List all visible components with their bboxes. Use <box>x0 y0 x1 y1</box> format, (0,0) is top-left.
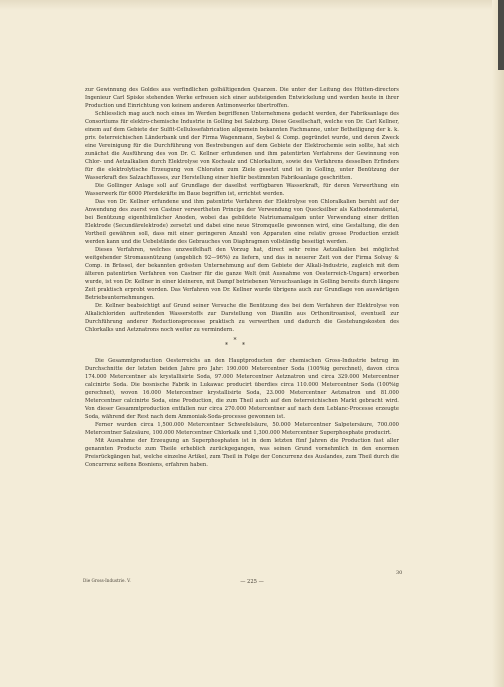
paragraph: Dr. Kellner beabsichtigt auf Grund seiner Versuche die Benützung des bei dem Verfahren der Elektrolyse von Alkalichloriden auftretenden Wasserstoffs zur Darstellung von Dianilin aus Orthonitroanisol, eventuell zur Durchführung anderer Reductionsprocesse praktisch zu verwerthen und dadurch die Gestehungskosten des Chlorkalks und Aetznatrons noch weiter zu vermindern. <box>85 303 399 333</box>
paragraph: Die Gesammtproduction Oesterreichs an den Hauptproducten der chemischen Gross-Industrie betrug im Durchschnitte der letzten beiden Jahre pro Jahr: 190.000 Metercentner Soda (100%ig gerechnet), davon circa 174.000 Metercentner als krystallisirte Soda, 97.000 Metercentner Aetznatron und circa 329.000 Metercentner calcinirte Soda. Die bosnische Fabrik in Lukawac producirt überdies circa 110.000 Metercentner Soda (100%ig gerechnet), wovon 16.000 Metercentner krystallisirte Soda, 23.000 Metercentner Aetznatron und 81.000 Metercentner calcinirte Soda, eine Production, die zum Theil auch auf den österreichischen Markt gebracht wird. Von dieser Gesammtproduction entfallen nur circa 270.000 Metercentner auf nach dem Leblanc-Processe erzeugte Soda, während der Rest nach dem Ammoniak-Soda-processe gewonnen ist. <box>85 358 399 420</box>
footer-sheet-number: 30 <box>396 570 403 576</box>
section-divider-stars <box>85 338 399 349</box>
body-text <box>85 86 399 469</box>
paragraph: Die Gollinger Anlage soll auf Grundlage der daselbst verfügbaren Wasserkraft, für deren Verwerthung ein Wasserwerk für 6000 Pferdekräfte im Baue begriffen ist, errichtet werden. <box>85 183 399 197</box>
paragraph: Das von Dr. Kellner erfundene und ihm patentirte Verfahren der Elektrolyse von Chloralkalien beruht auf der Anwendung des zuerst von Castner verwertheten Princips der Verwendung von Quecksilber als Kathodenmaterial, bei Benützung eigenthümlicher Anoden, wobei das gebildete Natriumamalgam unter Verwendung einer dritten Elektrode (Secundärelektrode) zersetzt und dabei eine neue Stromquelle gewonnen wird, eine Gestaltung, die den Vortheil gewähren soll, dass mit einer geringeren Anzahl von Apparaten eine relativ grosse Production erzielt werden kann und die Uebelstände des Gebrauches von Diaphragmen vollständig beseitigt werden. <box>85 199 399 245</box>
scan-edge-bar <box>498 0 504 70</box>
paragraph: Schliesslich mag auch noch eines im Werden begriffenen Unternehmens gedacht werden, der Fabriksanlage des Consortiums für elektro-chemische Industrie in Golling bei Salzburg. Diese Gesellschaft, welche von Dr. Carl Kellner, einem auf dem Gebiete der Sulfit-Cellulosefabrication allgemein bekannten Fachmanne, unter Betheiligung der k. k. priv. österreichischen Länderbank und der Firma Wagenmann, Seybel & Comp. gegründet wurde, und deren Zweck eine Vereinigung für die Durchführung von Bestrebungen auf dem Gebiete der Elektrochemie sein sollte, hat sich zunächst die Ausführung des von Dr. C. Kellner erfundenen und ihm patentirten Verfahrens der Gewinnung von Chlor- und Aetzalkalien durch Elektrolyse von Kochsalz und Chlorkalium, sowie des Verfahrens desselben Erfinders für die elektrolytische Erzeugung von Chloraten zum Ziele gesetzt und ist in Golling, unter Benützung der Wasserkraft des Salzachflusses, zur Herstellung einer hiefür bestimmten Fabriksanlage geschritten. <box>85 111 399 181</box>
footer-signature: Die Gross-Industrie. V. <box>83 578 131 583</box>
page-top-shadow <box>0 0 504 10</box>
star-top: * <box>233 337 251 344</box>
star-left: * <box>225 342 242 349</box>
paragraph: zur Gewinnung des Goldes aus verfindlichen golhältigenden Quarzen. Die unter der Leitung des Hütten-directors Ingenieur Carl Spiske stehenden Werke erfreuen sich einer aufsteigenden Entwickelung und werden heute in ihrer Production und Einrichtung von keinem anderen Antimonwerke übertroffen. <box>85 87 399 109</box>
paragraph: Dieses Verfahren, welches unzweifelhaft den Vorzug hat, direct sehr reine Aetzalkalien bei möglichst weitgehender Stromausnützung (angeblich 92—96%) zu liefern, und das in neuerer Zeit von der Firma Solvay & Comp. in Brüssel, der bekannten grössten Unternehmung auf dem Gebiete der Alkali-Industrie, zugleich mit dem älteren patentirten Verfahren von Castner für die ganze Welt (mit Ausnahme von Oesterreich-Ungarn) erworben wurde, ist von Dr. Kellner in einer kleineren, mit Dampf betriebenen Versuchsanlage in Golling bereits durch längere Zeit praktisch erprobt worden. Das Verfahren von Dr. Kellner wurde übrigens auch zur Grundlage von auswärtigen Betriebsunternehmungen. <box>85 247 399 301</box>
paragraph: Ferner wurden circa 1,500.000 Metercentner Schwefelsäure, 50.000 Metercentner Salpetersäure, 700.000 Metercentner Salzsäure, 100.000 Metercentner Chlorkalk und 1,300.000 Metercentner Superphosphate producirt. <box>85 422 399 436</box>
star-right: * <box>242 342 259 349</box>
paragraph: Mit Ausnahme der Erzeugung an Superphosphaten ist in dem letzten fünf Jahren die Production fast aller genannten Producte zum Theile erheblich zurückgegangen, was seinen Grund vornehmlich in den enormen Preisrückgängen hat, welche einzelne Artikel, zum Theil in Folge der Concurrenz des Auslandes, zum Theil durch die Concurrenz seitens Bosniens, erfahren haben. <box>85 438 399 468</box>
page-number: — 225 — <box>240 579 264 585</box>
